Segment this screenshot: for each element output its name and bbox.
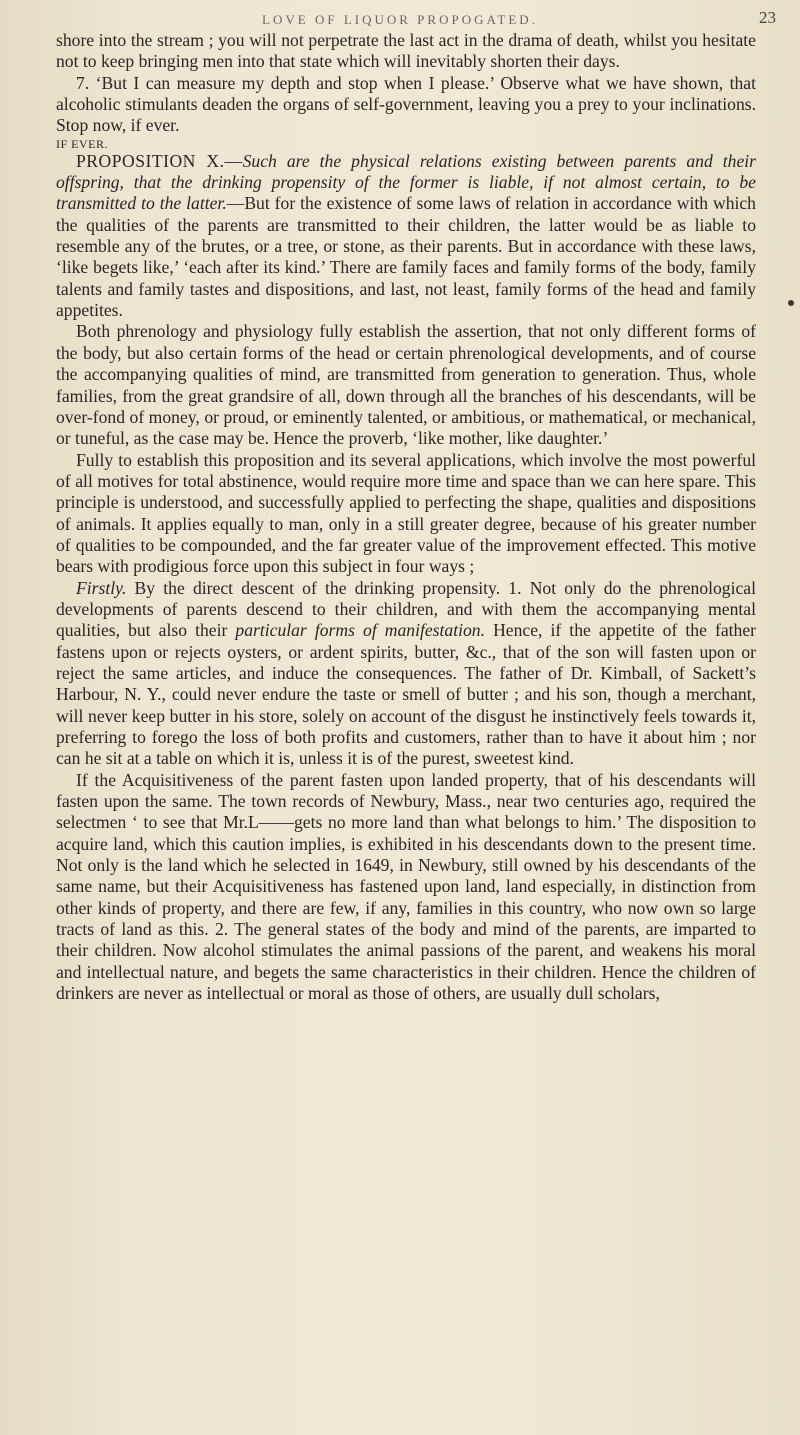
- firstly-text-b: Hence, if the appetite of the father fastens upon or rejects oysters, or ardent spirits, butter, &c., that of the son will fasten upon or reject the same articles, and induce the consequences. The father of Dr. Kimball, of Sackett’s Harbour, N. Y., could never endure the taste or smell of butter ; and his son, though a merchant, will never keep butter in his store, solely on account of the disgust he instinctively feels towards it, preferring to forego the loss of both profits and customers, rather than to have it about him ; nor can he sit at a table on which it is, unless it is of the purest, sweetest kind.: [56, 620, 756, 769]
- paragraph-firstly: [56, 578, 756, 770]
- paragraph-establish: Fully to establish this proposition and its several applications, which involve the most powerful of all motives for total abstinence, would require more time and space than we can here spare. This principle is understood, and successfully applied to perfecting the shape, qualities and dispositions of animals. It applies equally to man, only in a still greater degree, because of his greater number of qualities to be compounded, and the far greater value of the improvement effected. This motive bears with prodigious force upon this subject in four ways ;: [56, 449, 756, 577]
- paragraph-continuation: shore into the stream ; you will not perpetrate the last act in the drama of death, whilst you hesitate not to keep bringing men into that state which will inevitably shorten their days.: [56, 30, 756, 72]
- running-head: LOVE OF LIQUOR PROPOGATED.: [262, 12, 538, 27]
- proposition-heading: PROPOSITION X.—: [76, 150, 243, 171]
- paragraph-acquisitiveness: If the Acquisitiveness of the parent fasten upon landed property, that of his descendants will fasten upon the same. The town records of Newbury, Mass., near two centuries ago, required the selectmen ‘ to see that Mr.L——gets no more land than what belongs to him.’ The disposition to acquire land, which this caution implies, is exhibited in his descendants down to the present time. Not only is the land which he selected in 1649, in Newbury, still owned by his descendants of the same name, but their Acquisitiveness has fastened upon land, land especially, in distinction from other kinds of property, and there are few, if any, families in this country, who now own so large tracts of land as this. 2. The general states of the body and mind of the parents, are imparted to their children. Now alcohol stimulates the animal passions of the parent, and weakens his moral and intellectual nature, and begets the same characteristics in their children. Hence the children of drinkers are never as intellectual or moral as those of others, are usually dull scholars,: [56, 769, 756, 1004]
- paragraph-phrenology: Both phrenology and physiology fully establish the assertion, that not only different forms of the body, but also certain forms of the head or certain phrenological developments, and of course the accompanying qualities of mind, are transmitted from generation to generation. Thus, whole families, from the great grandsire of all, down through all the branches of his descendants, will be over-fond of money, or proud, or eminently talented, or ambitious, or mathematical, or mechanical, or tuneful, as the case may be. Hence the proverb, ‘like mother, like daughter.’: [56, 321, 756, 449]
- page-number: 23: [759, 8, 776, 27]
- paragraph-7: 7. ‘But I can measure my depth and stop when I please.’ Observe what we have shown, that alcoholic stimulants deaden the organs of self-government, leaving you a prey to your inclinations. Stop now, if ever.: [56, 72, 756, 136]
- proposition-explanation: —But for the existence of some laws of relation in accordance with which the qualities of the parents are transmitted to their children, the latter would be as liable to resemble any of the brutes, or a tree, or stone, as their parents. But in accordance with these laws, ‘like begets like,’ ‘each after its kind.’ There are family faces and family forms of the body, family talents and family tastes and dispositions, and last, not least, family forms of the head and family appetites.: [56, 193, 756, 321]
- scan-blemish: [788, 300, 794, 306]
- catchword: IF EVER.: [56, 136, 108, 151]
- firstly-lead: Firstly.: [76, 577, 127, 598]
- firstly-text-a: By the direct descent of the drinking propensity. 1. Not only do the phrenological developments of parents descend to their children, and with them the accompanying mental qualities, but also their: [56, 577, 756, 641]
- body-text: [56, 30, 756, 1004]
- proposition-x: [56, 151, 756, 322]
- proposition-statement: Such are the physical relations existing between parents and their offspring, that the drinking propensity of the former is liable, if not almost certain, to be transmitted to the latter.: [56, 150, 756, 214]
- firstly-italic: particular forms of manifestation.: [235, 620, 485, 641]
